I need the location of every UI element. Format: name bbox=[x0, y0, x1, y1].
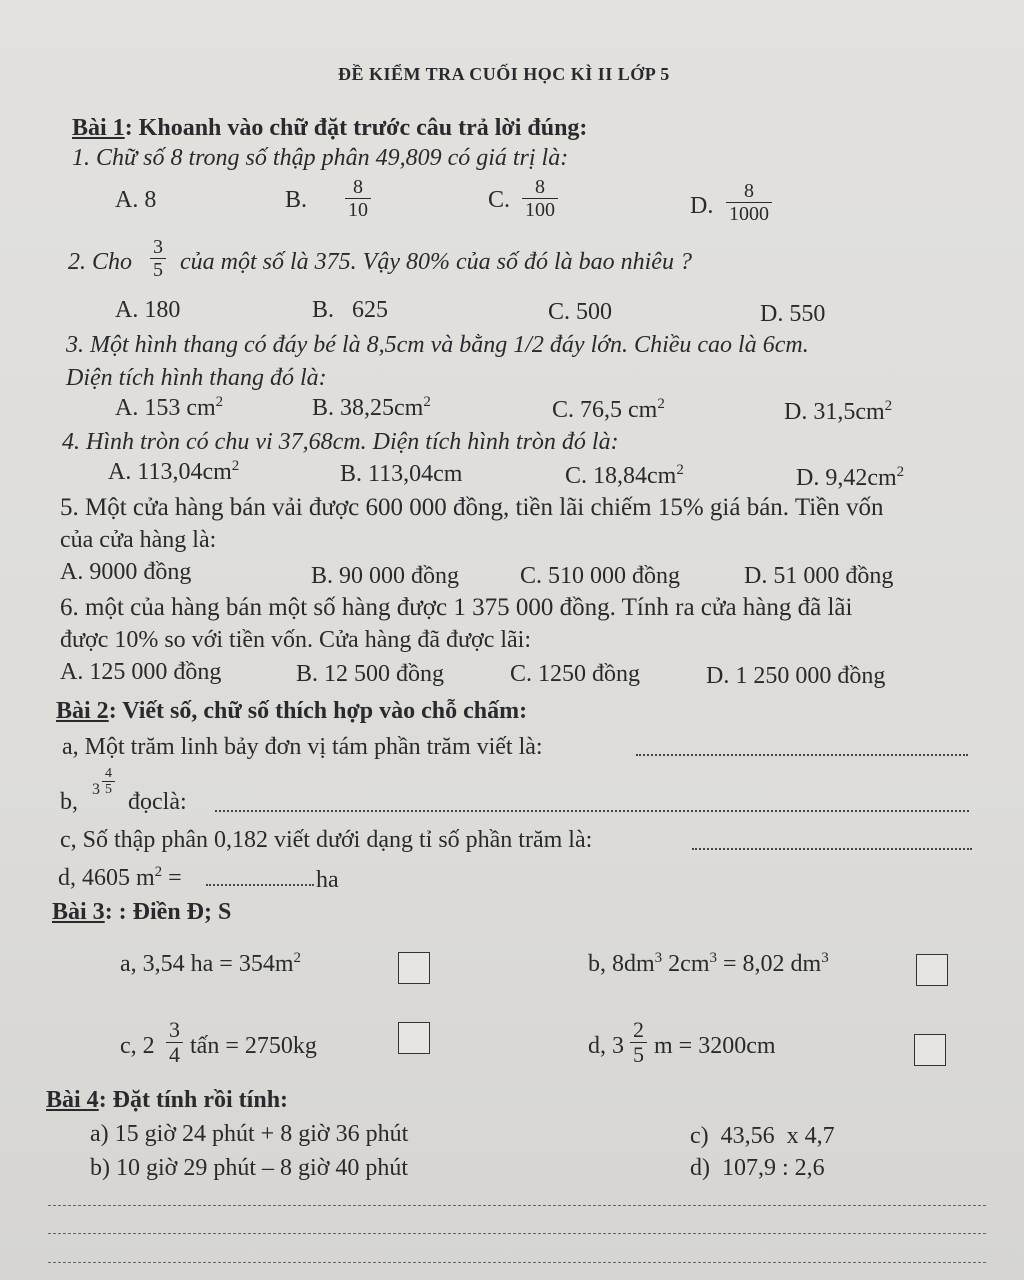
q4-option-a bbox=[108, 458, 239, 486]
q3-d-exp: 2 bbox=[884, 398, 893, 414]
q1-option-b-prefix: B. bbox=[285, 187, 308, 213]
q5-option-b: B. 90 000 đồng bbox=[311, 563, 460, 589]
q3-line1: 3. Một hình thang có đáy bé là 8,5cm và bằng 1/2 đáy lớn. Chiều cao là 6cm. bbox=[66, 332, 809, 358]
bai2-b-whole: 3 bbox=[92, 781, 100, 798]
bai4-label: Bài 4 bbox=[46, 1087, 99, 1113]
q4-text: 4. Hình tròn có chu vi 37,68cm. Diện tích hình tròn đó là: bbox=[62, 429, 619, 455]
bai2-d-blank bbox=[206, 884, 314, 886]
bai4-instruction: : Đặt tính rồi tính: bbox=[98, 1087, 289, 1113]
q1-c-num: 8 bbox=[535, 176, 545, 198]
q3-b-exp: 2 bbox=[423, 394, 431, 410]
q1-text: 1. Chữ số 8 trong số thập phân 49,809 có giá trị là: bbox=[72, 145, 569, 171]
bai3-a-text: a, 3,54 ha = 354m bbox=[120, 951, 294, 977]
bai3-b-part3: = 8,02 dm bbox=[717, 951, 822, 977]
bai3-d-suffix: m = 3200cm bbox=[654, 1033, 776, 1059]
q2-option-b: B. 625 bbox=[312, 297, 389, 323]
page-title: ĐỀ KIỂM TRA CUỐI HỌC KÌ II LỚP 5 bbox=[338, 64, 670, 84]
bai3-b-part1: b, 8dm bbox=[588, 951, 655, 977]
bai2-b-den: 5 bbox=[102, 781, 115, 797]
q3-option-c bbox=[552, 396, 665, 424]
q1-option-d-prefix: D. bbox=[690, 193, 714, 219]
q4-option-b: B. 113,04cm bbox=[340, 461, 463, 487]
q6-option-b: B. 12 500 đồng bbox=[296, 661, 445, 687]
q3-c-text: C. 76,5 cm bbox=[552, 397, 658, 423]
bai4-a: a) 15 giờ 24 phút + 8 giờ 36 phút bbox=[90, 1121, 409, 1147]
bai2-b-blank bbox=[215, 810, 969, 812]
bai2-d bbox=[58, 864, 182, 892]
bai3-b-part2: 2cm bbox=[662, 951, 710, 977]
q2-fraction bbox=[150, 236, 166, 281]
q4-c-exp: 2 bbox=[676, 462, 684, 478]
q2-den: 5 bbox=[150, 258, 166, 281]
q1-b-num: 8 bbox=[353, 176, 363, 198]
q4-c-text: C. 18,84cm bbox=[565, 463, 677, 489]
bai2-heading bbox=[56, 697, 527, 725]
bai3-b-exp1: 3 bbox=[654, 950, 663, 966]
q4-option-c bbox=[565, 462, 684, 490]
bai3-c-prefix: c, 2 bbox=[120, 1033, 155, 1059]
q2-option-c: C. 500 bbox=[548, 299, 613, 325]
q1-option-a: A. 8 bbox=[115, 187, 157, 213]
answer-line-1 bbox=[48, 1205, 986, 1206]
bai3-d-prefix: d, 3 bbox=[588, 1033, 624, 1059]
bai1-label: Bài 1 bbox=[72, 115, 125, 141]
bai3-c-fraction bbox=[166, 1018, 183, 1067]
bai3-b bbox=[588, 950, 829, 978]
bai2-a-blank bbox=[636, 754, 968, 756]
bai4-b: b) 10 giờ 29 phút – 8 giờ 40 phút bbox=[90, 1155, 409, 1181]
bai1-instruction: : Khoanh vào chữ đặt trước câu trả lời đúng: bbox=[124, 115, 588, 141]
bai2-b-fraction bbox=[102, 766, 115, 797]
q1-option-c-fraction bbox=[522, 176, 558, 221]
q3-option-b bbox=[312, 394, 431, 422]
bai3-c-answer-box[interactable] bbox=[398, 1022, 430, 1054]
q4-a-text: A. 113,04cm bbox=[108, 459, 232, 485]
bai3-c-num: 3 bbox=[169, 1017, 180, 1042]
q2-prefix: 2. Cho bbox=[68, 249, 133, 275]
bai2-a: a, Một trăm linh bảy đơn vị tám phần trăm viết là: bbox=[62, 734, 543, 760]
bai2-instruction: : Viết số, chữ số thích hợp vào chỗ chấm: bbox=[108, 698, 528, 724]
bai4-c: c) 43,56 x 4,7 bbox=[690, 1123, 835, 1149]
q4-d-exp: 2 bbox=[896, 464, 905, 480]
q5-option-a: A. 9000 đồng bbox=[60, 559, 192, 585]
bai2-c-blank bbox=[692, 848, 972, 850]
bai2-b-suffix: đọclà: bbox=[128, 789, 187, 815]
answer-line-3 bbox=[48, 1262, 986, 1263]
q3-c-exp: 2 bbox=[657, 396, 665, 412]
q1-b-den: 10 bbox=[345, 198, 371, 221]
bai3-c-den: 4 bbox=[166, 1042, 183, 1067]
q2-option-a: A. 180 bbox=[115, 297, 181, 323]
bai4-d: d) 107,9 : 2,6 bbox=[690, 1155, 825, 1181]
bai3-d-answer-box[interactable] bbox=[914, 1034, 946, 1066]
bai3-d-fraction bbox=[630, 1018, 647, 1067]
q3-line2: Diện tích hình thang đó là: bbox=[66, 365, 327, 391]
bai2-d-unit: ha bbox=[316, 867, 339, 893]
bai3-label: Bài 3 bbox=[52, 899, 105, 925]
q5-option-d: D. 51 000 đồng bbox=[744, 563, 894, 589]
bai3-c-suffix: tấn = 2750kg bbox=[190, 1033, 317, 1059]
q3-option-d bbox=[784, 398, 892, 426]
q5-line1: 5. Một cửa hàng bán vải được 600 000 đồng, tiền lãi chiếm 15% giá bán. Tiền vốn bbox=[60, 494, 884, 521]
q1-d-den: 1000 bbox=[726, 202, 772, 225]
q6-line2: được 10% so với tiền vốn. Cửa hàng đã được lãi: bbox=[60, 627, 532, 653]
q4-a-exp: 2 bbox=[231, 458, 240, 474]
bai2-d-exp: 2 bbox=[154, 864, 163, 880]
bai3-d-den: 5 bbox=[630, 1042, 647, 1067]
bai3-b-exp2: 3 bbox=[709, 950, 717, 966]
bai1-heading bbox=[72, 114, 587, 142]
q3-b-text: B. 38,25cm bbox=[312, 395, 424, 421]
bai3-a-exp: 2 bbox=[293, 950, 302, 966]
q1-d-num: 8 bbox=[744, 180, 754, 202]
bai3-a bbox=[120, 950, 301, 978]
q1-c-den: 100 bbox=[522, 198, 558, 221]
bai2-c: c, Số thập phân 0,182 viết dưới dạng tỉ số phần trăm là: bbox=[60, 827, 593, 853]
q1-option-c-prefix: C. bbox=[488, 187, 511, 213]
bai3-d-num: 2 bbox=[633, 1017, 644, 1042]
q3-d-text: D. 31,5cm bbox=[784, 399, 885, 425]
bai3-instruction: : : Điền Đ; S bbox=[104, 899, 232, 925]
bai4-heading bbox=[46, 1086, 288, 1114]
q4-option-d bbox=[796, 464, 904, 492]
q5-option-c: C. 510 000 đồng bbox=[520, 563, 681, 589]
q2-suffix: của một số là 375. Vậy 80% của số đó là bao nhiêu ? bbox=[180, 249, 692, 275]
q4-d-text: D. 9,42cm bbox=[796, 465, 897, 491]
q3-a-text: A. 153 cm bbox=[115, 395, 216, 421]
bai3-b-answer-box[interactable] bbox=[916, 954, 948, 986]
bai2-d-eq: = bbox=[162, 865, 182, 891]
bai3-a-answer-box[interactable] bbox=[398, 952, 430, 984]
bai2-d-text: d, 4605 m bbox=[58, 865, 155, 891]
q6-option-a: A. 125 000 đồng bbox=[60, 659, 222, 685]
bai3-heading bbox=[52, 898, 231, 926]
bai3-b-exp3: 3 bbox=[821, 950, 829, 966]
q2-num: 3 bbox=[153, 236, 163, 258]
q1-option-d-fraction bbox=[726, 180, 772, 225]
bai2-b-prefix: b, bbox=[60, 789, 78, 815]
q6-option-c: C. 1250 đồng bbox=[510, 661, 641, 687]
q1-option-b-fraction bbox=[345, 176, 371, 221]
q2-option-d: D. 550 bbox=[760, 301, 826, 327]
q6-option-d: D. 1 250 000 đồng bbox=[706, 663, 886, 689]
q3-a-exp: 2 bbox=[215, 394, 224, 410]
q5-line2: của cửa hàng là: bbox=[60, 527, 217, 553]
bai2-b-num: 4 bbox=[105, 766, 112, 781]
q3-option-a bbox=[115, 394, 223, 422]
q6-line1: 6. một của hàng bán một số hàng được 1 375 000 đồng. Tính ra cửa hàng đã lãi bbox=[60, 594, 853, 621]
answer-line-2 bbox=[48, 1233, 986, 1234]
bai2-label: Bài 2 bbox=[56, 698, 109, 724]
